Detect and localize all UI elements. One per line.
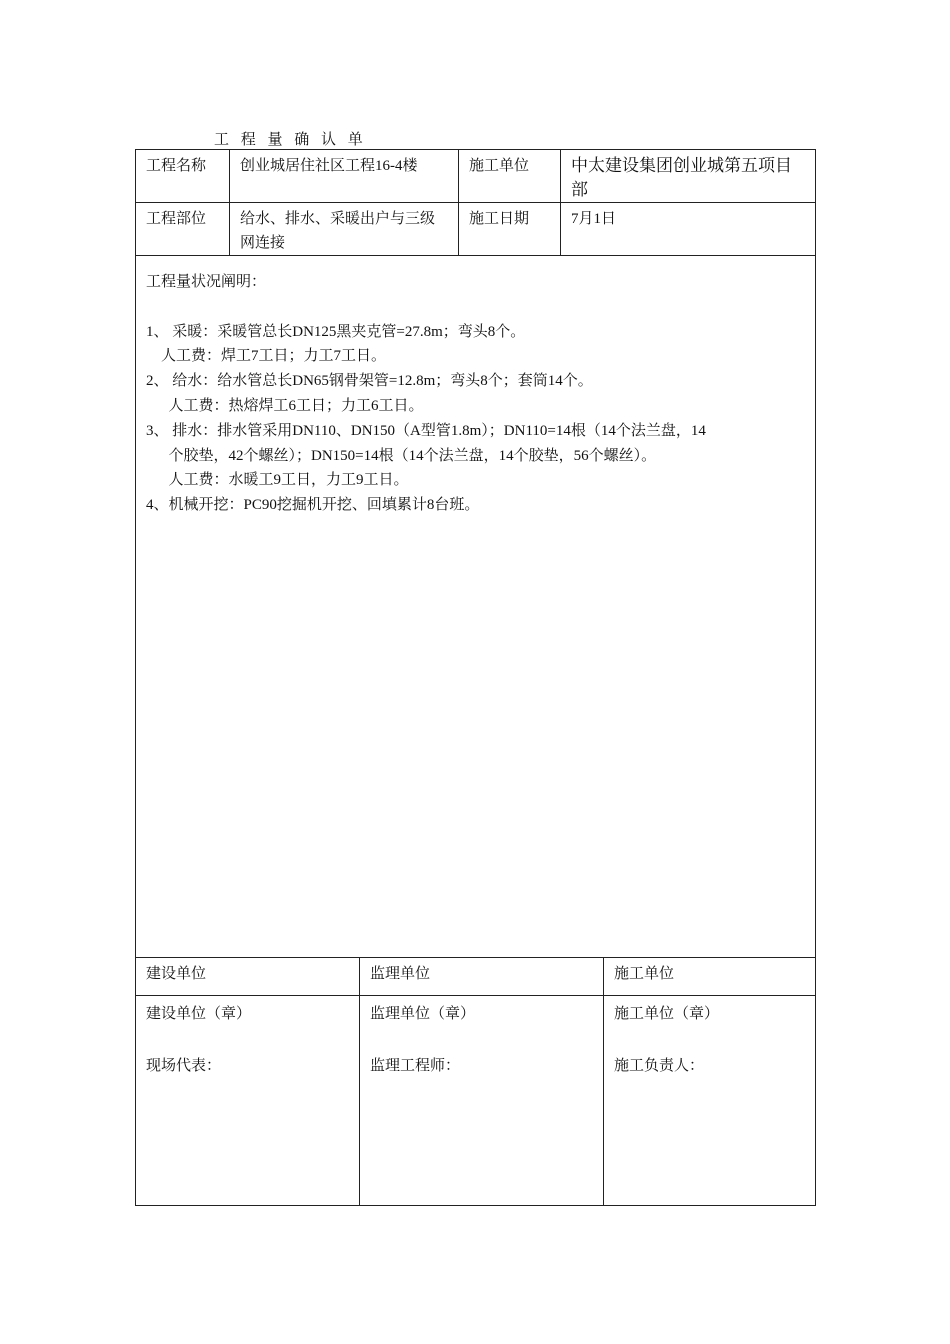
contractor-label-cell xyxy=(459,150,561,203)
contractor-header: 施工单位 xyxy=(614,966,675,982)
table-row xyxy=(136,996,816,1206)
project-name-value-cell xyxy=(230,150,459,203)
project-info-table xyxy=(135,149,816,256)
quantity-description-section xyxy=(135,250,816,957)
construction-date-label-cell xyxy=(459,203,561,256)
contractor-header-cell xyxy=(604,958,816,996)
project-part-value: 给水、排水、采暖出户与三级网连接 xyxy=(240,211,436,251)
table-row xyxy=(136,150,816,203)
description-line: 1、 采暖：采暖管总长DN125黑夹克管=27.8m；弯头8个。 xyxy=(146,323,526,340)
owner-header: 建设单位 xyxy=(146,966,207,982)
project-part-label-cell xyxy=(136,203,230,256)
description-heading: 工程量状况阐明： xyxy=(146,274,267,290)
construction-date-label: 施工日期 xyxy=(469,211,530,227)
owner-seal-label: 建设单位（章） xyxy=(146,1006,252,1022)
description-line: 3、 排水：排水管采用DN110、DN150（A型管1.8m）；DN110=14根（14个法兰盘，14 xyxy=(146,422,706,439)
description-line: 个胶垫，42个螺丝）；DN150=14根（14个法兰盘，14个胶垫，56个螺丝）。 xyxy=(146,447,657,464)
description-line: 人工费：焊工7工日；力工7工日。 xyxy=(146,348,387,365)
owner-representative-label: 现场代表： xyxy=(146,1058,222,1074)
project-name-value: 创业城居住社区工程16-4楼 xyxy=(240,158,418,174)
table-row xyxy=(136,958,816,996)
project-part-value-cell xyxy=(230,203,459,256)
contractor-signature-cell xyxy=(604,996,816,1206)
contractor-seal-label: 施工单位（章） xyxy=(614,1006,720,1022)
document-title: 工 程 量 确 认 单 xyxy=(214,132,367,148)
contractor-value: 中太建设集团创业城第五项目部 xyxy=(571,156,792,199)
owner-header-cell xyxy=(136,958,360,996)
supervisor-seal-label: 监理单位（章） xyxy=(370,1006,476,1022)
signature-table xyxy=(135,957,816,1206)
owner-signature-cell xyxy=(136,996,360,1206)
supervisor-engineer-label: 监理工程师： xyxy=(370,1058,461,1074)
construction-date-value-cell xyxy=(561,203,816,256)
construction-date-value: 7月1日 xyxy=(571,211,617,227)
supervisor-signature-cell xyxy=(360,996,604,1206)
project-name-label-cell xyxy=(136,150,230,203)
description-line: 人工费：水暖工9工日，力工9工日。 xyxy=(146,472,409,489)
contractor-value-cell xyxy=(561,150,816,203)
supervisor-header: 监理单位 xyxy=(370,966,431,982)
project-name-label: 工程名称 xyxy=(146,158,207,174)
table-row xyxy=(136,203,816,256)
description-line: 人工费：热熔焊工6工日；力工6工日。 xyxy=(146,397,424,414)
description-line: 2、 给水：给水管总长DN65钢骨架管=12.8m；弯头8个；套筒14个。 xyxy=(146,373,593,390)
project-part-label: 工程部位 xyxy=(146,211,207,227)
description-line: 4、机械开挖：PC90挖掘机开挖、回填累计8台班。 xyxy=(146,497,480,514)
contractor-label: 施工单位 xyxy=(469,158,530,174)
supervisor-header-cell xyxy=(360,958,604,996)
contractor-manager-label: 施工负责人： xyxy=(614,1058,705,1074)
